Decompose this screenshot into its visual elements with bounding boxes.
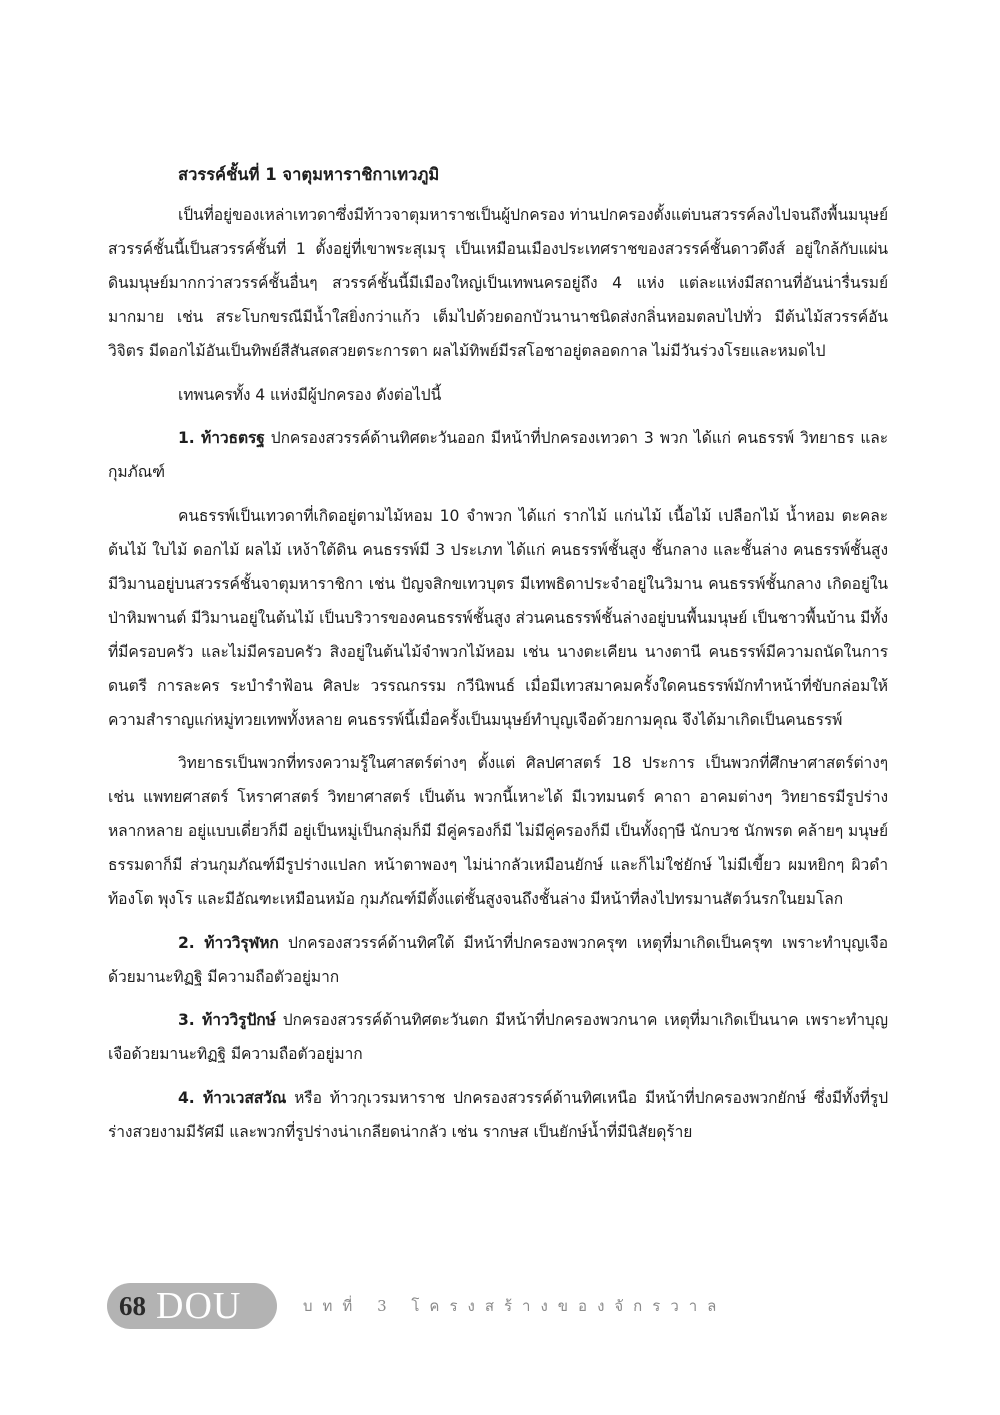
item-title: 2. ท้าววิรุฬหก [178, 933, 279, 952]
paragraph-rulers-intro: เทพนครทั้ง 4 แห่งมีผู้ปกครอง ดังต่อไปนี้ [178, 385, 442, 404]
paragraph-gandharva: คนธรรพ์เป็นเทวดาที่เกิดอยู่ตามไม้หอม 10 จำพวก ได้แก่ รากไม้ แก่นไม้ เนื้อไม้ เปลือกไม้ น้ำหอม ตะคละต้นไม้ ใบไม้ ดอกไม้ ผลไม้ เหง้าใต้ดิน คนธรรพ์มี 3 ประเภท ได้แก่ คนธรรพ์ชั้นสูง ชั้นกลาง และชั้นล่าง คนธรรพ์ชั้นสูงมีวิมานอยู่บนสวรรค์ชั้นจาตุมหาราชิกา เช่น ปัญจสิกขเทวบุตร มีเทพธิดาประจำอยู่ในวิมาน คนธรรพ์ชั้นกลาง เกิดอยู่ในป่าหิมพานต์ มีวิมานอยู่ในต้นไม้ เป็นบริวารของคนธรรพ์ชั้นสูง ส่วนคนธรรพ์ชั้นล่างอยู่บนพื้นมนุษย์ เป็นชาวพื้นบ้าน มีทั้งที่มีครอบครัว และไม่มีครอบครัว สิงอยู่ในต้นไม้จำพวกไม้หอม เช่น นางตะเคียน นางตานี คนธรรพ์มีความถนัดในการดนตรี การละคร ระบำรำฟ้อน ศิลปะ วรรณกรรม กวีนิพนธ์ เมื่อมีเทวสมาคมครั้งใดคนธรรพ์มักทำหน้าที่ขับกล่อมให้ความสำราญแก่หมู่ทวยเทพทั้งหลาย คนธรรพ์นี้เมื่อครั้งเป็นมนุษย์ทำบุญเจือด้วยกามคุณ จึงได้มาเกิดเป็นคนธรรพ์ [108, 506, 888, 729]
paragraph-intro: เป็นที่อยู่ของเหล่าเทวดาซึ่งมีท้าวจาตุมหาราชเป็นผู้ปกครอง ท่านปกครองตั้งแต่บนสวรรค์ลงไปจนถึงพื้นมนุษย์ สวรรค์ชั้นนี้เป็นสวรรค์ชั้นที่ 1 ตั้งอยู่ที่เขาพระสุเมรุ เป็นเหมือนเมืองประเทศราชของสวรรค์ชั้นดาวดึงส์ อยู่ใกล้กับแผ่นดินมนุษย์มากกว่าสวรรค์ชั้นอื่นๆ สวรรค์ชั้นนี้มีเมืองใหญ่เป็นเทพนครอยู่ถึง 4 แห่ง แต่ละแห่งมีสถานที่อันน่ารื่นรมย์มากมาย เช่น สระโบกขรณีมีน้ำใสยิ่งกว่าแก้ว เต็มไปด้วยดอกบัวนานาชนิดส่งกลิ่นหอมตลบไปทั่ว มีต้นไม้สวรรค์อันวิจิตร มีดอกไม้อันเป็นทิพย์สีสันสดสวยตระการตา ผลไม้ทิพย์มีรสโอชาอยู่ตลอดกาล ไม่มีวันร่วงโรยและหมดไป [108, 206, 888, 360]
item-title: 4. ท้าวเวสสวัณ [178, 1088, 287, 1107]
section-heading: สวรรค์ชั้นที่ 1 จาตุมหาราชิกาเทวภูมิ [178, 165, 440, 184]
item-text: ปกครองสวรรค์ด้านทิศตะวันตก มีหน้าที่ปกครองพวกนาค เหตุที่มาเกิดเป็นนาค เพราะทำบุญเจือด้วยมานะทิฏฐิ มีความถือตัวอยู่มาก [108, 1011, 888, 1063]
item-text: ปกครองสวรรค์ด้านทิศตะวันออก มีหน้าที่ปกครองเทวดา 3 พวก ได้แก่ คนธรรพ์ วิทยาธร และกุมภัณฑ์ [108, 429, 888, 481]
list-item-virupakkha [108, 1003, 888, 1071]
list-item-virulhaka [108, 926, 888, 994]
paragraph-vidyadhara: วิทยาธรเป็นพวกที่ทรงความรู้ในศาสตร์ต่างๆ ตั้งแต่ ศิลปศาสตร์ 18 ประการ เป็นพวกที่ศึกษาศาสตร์ต่างๆ เช่น แพทยศาสตร์ โหราศาสตร์ วิทยาศาสตร์ เป็นต้น พวกนี้เหาะได้ มีเวทมนตร์ คาถา อาคมต่างๆ วิทยาธรมีรูปร่างหลากหลาย อยู่แบบเดี่ยวก็มี อยู่เป็นหมู่เป็นกลุ่มก็มี มีคู่ครองก็มี ไม่มีคู่ครองก็มี เป็นทั้งฤๅษี นักบวช นักพรต คล้ายๆ มนุษย์ธรรมดาก็มี ส่วนกุมภัณฑ์มีรูปร่างแปลก หน้าตาพองๆ ไม่น่ากลัวเหมือนยักษ์ และก็ไม่ใช่ยักษ์ ไม่มีเขี้ยว ผมหยิกๆ ผิวดำ ท้องโต พุงโร และมีอัณฑะเหมือนหม้อ กุมภัณฑ์มีตั้งแต่ชั้นสูงจนถึงชั้นล่าง มีหน้าที่ลงไปทรมานสัตว์นรกในยมโลก [108, 754, 888, 908]
item-text: หรือ ท้าวกุเวรมหาราช ปกครองสวรรค์ด้านทิศเหนือ มีหน้าที่ปกครองพวกยักษ์ ซึ่งมีทั้งที่รูปร่างสวยงามมีรัศมี และพวกที่รูปร่างน่าเกลียดน่ากลัว เช่น รากษส เป็นยักษ์น้ำที่มีนิสัยดุร้าย [108, 1088, 888, 1141]
list-item-dhatarattha [108, 421, 888, 489]
item-text: ปกครองสวรรค์ด้านทิศใต้ มีหน้าที่ปกครองพวกครุฑ เหตุที่มาเกิดเป็นครุฑ เพราะทำบุญเจือด้วยมานะทิฏฐิ มีความถือตัวอยู่มาก [108, 933, 888, 986]
footer-badge [107, 1283, 277, 1329]
page-number: 68 [119, 1290, 146, 1321]
list-item-vessavana [108, 1081, 888, 1149]
chapter-title: บทที่ 3 โครงสร้างของจักรวาล [303, 1297, 727, 1315]
page-footer [107, 1282, 726, 1330]
item-title: 3. ท้าววิรูปักษ์ [178, 1011, 276, 1029]
page-body [108, 158, 888, 1158]
item-title: 1. ท้าวธตรฐ [178, 429, 265, 447]
dou-logo: DOU [156, 1285, 242, 1327]
